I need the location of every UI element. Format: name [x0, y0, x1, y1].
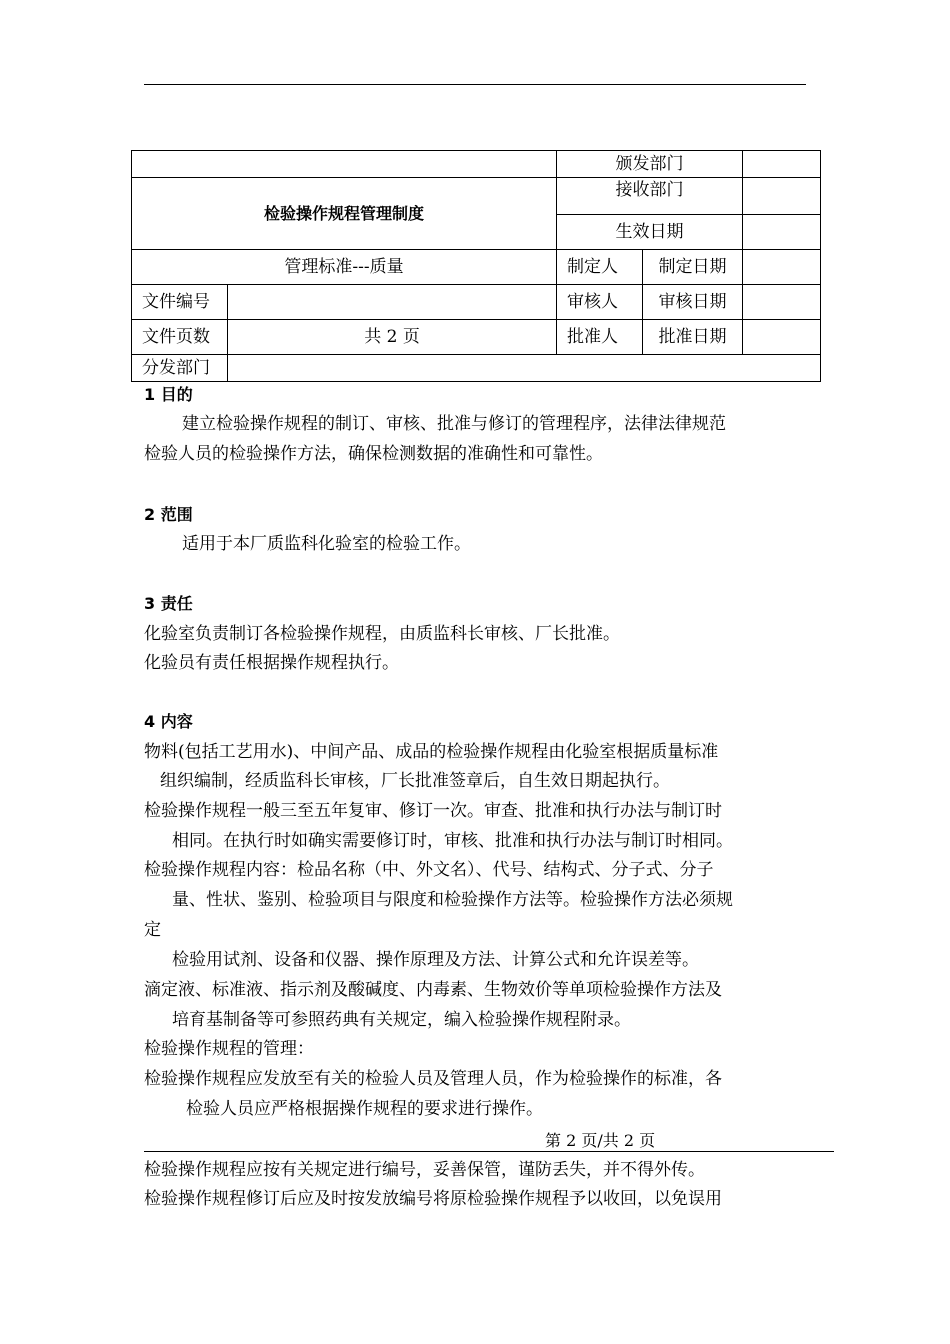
approve-date-label: 批准日期 [643, 320, 743, 355]
section-4-line: 检验用试剂、设备和仪器、操作原理及方法、计算公式和允许误差等。 [172, 950, 699, 970]
doc-no-label: 文件编号 [132, 285, 228, 320]
section-4-line: 物料(包括工艺用水)、中间产品、成品的检验操作规程由化验室根据质量标准 [144, 742, 719, 762]
section-4-line: 组织编制，经质监科长审核，厂长批准签章后，自生效日期起执行。 [160, 771, 670, 791]
pages-value: 共 2 页 [228, 320, 557, 355]
section-3-line: 化验室负责制订各检验操作规程，由质监科长审核、厂长批准。 [144, 624, 620, 644]
document-title: 检验操作规程管理制度 [132, 178, 557, 250]
receive-dept-value [743, 178, 821, 215]
section-2-line: 适用于本厂质监科化验室的检验工作。 [182, 534, 471, 554]
section-3-heading: 3 责任 [144, 594, 193, 613]
footer-rule [144, 1151, 834, 1152]
section-4-line: 检验操作规程的管理： [144, 1039, 314, 1059]
effective-date-label: 生效日期 [557, 215, 743, 250]
section-4-line: 培育基制备等可参照药典有关规定，编入检验操作规程附录。 [172, 1010, 631, 1030]
section-1-heading: 1 目的 [144, 385, 193, 404]
section-4-line: 检验人员应严格根据操作规程的要求进行操作。 [186, 1099, 543, 1119]
dist-dept-label: 分发部门 [132, 355, 228, 382]
section-4-line: 量、性状、鉴别、检验项目与限度和检验操作方法等。检验操作方法必须规 [172, 890, 733, 910]
section-4-line: 检验操作规程应发放至有关的检验人员及管理人员，作为检验操作的标准，各 [144, 1069, 722, 1089]
category-cell: 管理标准---质量 [132, 250, 557, 285]
section-3-line: 化验员有责任根据操作规程执行。 [144, 653, 399, 673]
receive-dept-label: 接收部门 [557, 178, 743, 215]
continuation-line: 检验操作规程修订后应及时按发放编号将原检验操作规程予以收回，以免误用 [144, 1189, 722, 1209]
pages-label: 文件页数 [132, 320, 228, 355]
top-rule [144, 84, 806, 85]
dist-dept-value [228, 355, 821, 382]
issue-dept-value [743, 151, 821, 178]
continuation-line: 检验操作规程应按有关规定进行编号，妥善保管，谨防丢失，并不得外传。 [144, 1160, 705, 1180]
drafter-label: 制定人 [557, 250, 643, 285]
document-header-table [131, 150, 821, 382]
section-4-line: 检验操作规程内容：检品名称（中、外文名）、代号、结构式、分子式、分子 [144, 860, 714, 880]
section-4-line: 定 [144, 920, 161, 940]
section-4-line: 检验操作规程一般三至五年复审、修订一次。审查、批准和执行办法与制订时 [144, 801, 722, 821]
issue-dept-label: 颁发部门 [557, 151, 743, 178]
section-2-heading: 2 范围 [144, 505, 193, 524]
section-4-line: 相同。在执行时如确实需要修订时，审核、批准和执行办法与制订时相同。 [172, 831, 733, 851]
header-blank-cell [132, 151, 557, 178]
effective-date-value [743, 215, 821, 250]
section-1-line: 检验人员的检验操作方法，确保检测数据的准确性和可靠性。 [144, 444, 603, 464]
review-date-value [743, 285, 821, 320]
approve-date-value [743, 320, 821, 355]
approver-label: 批准人 [557, 320, 643, 355]
doc-no-value [228, 285, 557, 320]
section-1-line: 建立检验操作规程的制订、审核、批准与修订的管理程序，法律法律规范 [182, 414, 726, 434]
draft-date-label: 制定日期 [643, 250, 743, 285]
section-4-line: 滴定液、标准液、指示剂及酸碱度、内毒素、生物效价等单项检验操作方法及 [144, 980, 722, 1000]
section-4-heading: 4 内容 [144, 712, 193, 731]
page-indicator: 第 2 页/共 2 页 [545, 1131, 656, 1150]
reviewer-label: 审核人 [557, 285, 643, 320]
review-date-label: 审核日期 [643, 285, 743, 320]
draft-date-value [743, 250, 821, 285]
